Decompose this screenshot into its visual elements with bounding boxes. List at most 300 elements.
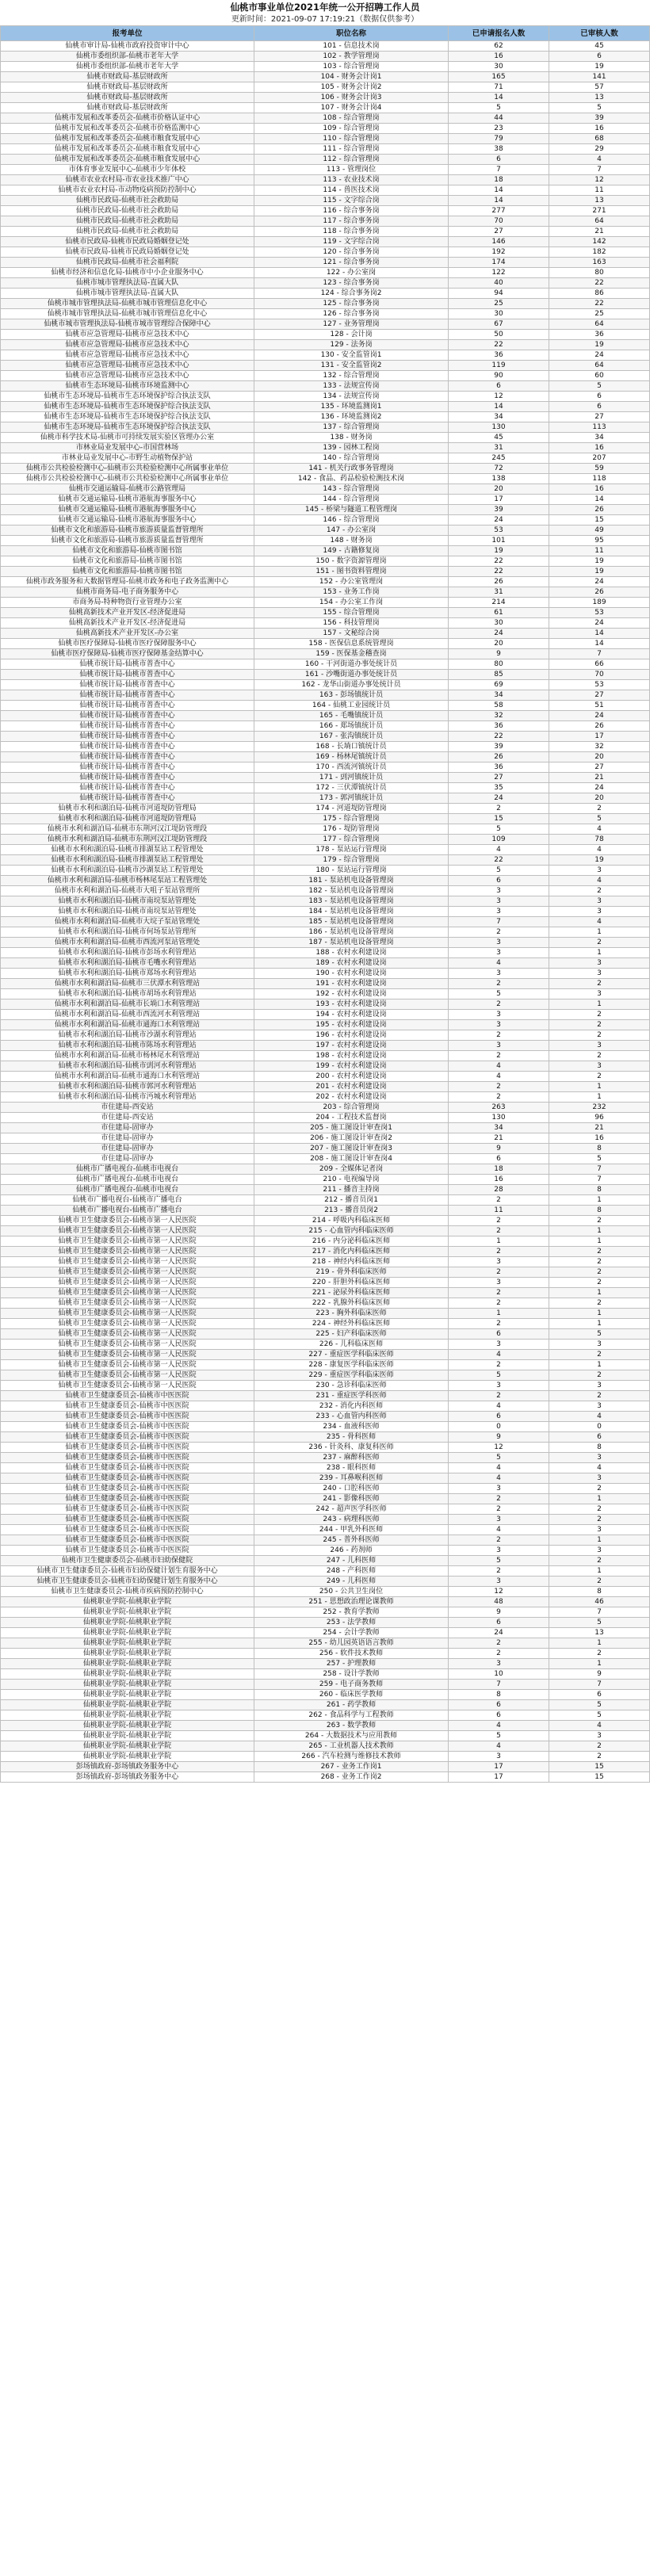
cell-applied: 4 (449, 1072, 549, 1082)
cell-applied: 3 (449, 1010, 549, 1020)
cell-applied: 2 (449, 1247, 549, 1257)
cell-position: 167 - 张沟镇统计员 (254, 732, 449, 742)
cell-unit: 仙桃市文化和旅游局-仙桃市旅游质量监督管理所 (1, 536, 254, 546)
cell-position: 191 - 农村水利建设岗 (254, 979, 449, 989)
cell-applied: 2 (449, 1535, 549, 1546)
cell-unit: 仙桃市统计局-仙桃市普查中心 (1, 670, 254, 680)
cell-unit: 仙桃市委组织部-仙桃市老年大学 (1, 52, 254, 62)
cell-unit: 仙桃市卫生健康委员会-仙桃市第一人民医院 (1, 1309, 254, 1319)
cell-unit: 仙桃市广播电视台-仙桃市广播电台 (1, 1195, 254, 1206)
table-row (1, 1577, 650, 1587)
cell-position: 261 - 药学教师 (254, 1700, 449, 1710)
cell-applied: 70 (449, 216, 549, 227)
cell-position: 137 - 综合管理岗 (254, 422, 449, 433)
cell-position: 127 - 业务管理岗 (254, 319, 449, 330)
cell-unit: 仙桃市城市管理执法局-直属大队 (1, 289, 254, 299)
cell-reviewed: 3 (549, 1041, 650, 1051)
cell-reviewed: 2 (549, 1051, 650, 1061)
cell-applied: 26 (449, 752, 549, 762)
cell-reviewed: 15 (549, 1772, 650, 1783)
cell-position: 210 - 电视编导岗 (254, 1175, 449, 1185)
cell-reviewed: 96 (549, 1113, 650, 1123)
cell-position: 173 - 郭河镇统计员 (254, 793, 449, 804)
cell-unit: 仙桃市统计局-仙桃市普查中心 (1, 742, 254, 752)
cell-reviewed: 15 (549, 515, 650, 526)
table-row (1, 1638, 650, 1649)
cell-position: 151 - 图书资料管理岗 (254, 567, 449, 577)
cell-reviewed: 5 (549, 1154, 650, 1164)
cell-reviewed: 21 (549, 773, 650, 783)
cell-unit: 仙桃市水利和湖泊局-仙桃市毛嘴水利管理站 (1, 958, 254, 969)
table-row (1, 113, 650, 124)
cell-applied: 2 (449, 1298, 549, 1309)
table-row (1, 536, 650, 546)
cell-applied: 6 (449, 1710, 549, 1721)
table-row (1, 793, 650, 804)
cell-reviewed: 232 (549, 1103, 650, 1113)
cell-position: 198 - 农村水利建设岗 (254, 1051, 449, 1061)
cell-position: 243 - 病理科医师 (254, 1515, 449, 1525)
cell-reviewed: 1 (549, 1535, 650, 1546)
cell-unit: 仙桃市商务局-电子商务服务中心 (1, 587, 254, 598)
table-row (1, 495, 650, 505)
cell-reviewed: 64 (549, 216, 650, 227)
cell-reviewed: 1 (549, 1659, 650, 1669)
cell-unit: 仙桃市卫生健康委员会-仙桃市中医医院 (1, 1535, 254, 1546)
cell-reviewed: 1 (549, 927, 650, 938)
cell-unit: 仙桃市水利和湖泊局-仙桃市西流河水利管理站 (1, 1010, 254, 1020)
cell-reviewed: 2 (549, 1072, 650, 1082)
cell-reviewed: 24 (549, 350, 650, 361)
cell-unit: 仙桃市卫生健康委员会-仙桃市第一人民医院 (1, 1298, 254, 1309)
table-row (1, 835, 650, 845)
cell-applied: 1 (449, 1309, 549, 1319)
cell-applied: 4 (449, 1401, 549, 1412)
cell-applied: 3 (449, 938, 549, 948)
cell-reviewed: 2 (549, 938, 650, 948)
cell-position: 120 - 综合事务岗 (254, 247, 449, 258)
cell-applied: 0 (449, 1422, 549, 1432)
cell-applied: 12 (449, 1443, 549, 1453)
cell-unit: 仙桃市城市管理执法局-直属大队 (1, 278, 254, 289)
cell-applied: 2 (449, 1092, 549, 1103)
table-row (1, 464, 650, 474)
cell-reviewed: 53 (549, 680, 650, 690)
cell-reviewed: 1 (549, 1288, 650, 1298)
cell-position: 134 - 法规宣传岗 (254, 392, 449, 402)
table-row (1, 41, 650, 52)
cell-unit: 仙桃市卫生健康委员会-仙桃市第一人民医院 (1, 1288, 254, 1298)
cell-reviewed: 60 (549, 371, 650, 381)
cell-position: 102 - 教学管理岗 (254, 52, 449, 62)
cell-unit: 仙桃市文化和旅游局-仙桃市图书馆 (1, 556, 254, 567)
cell-unit: 仙桃市水利和湖泊局-仙桃市沙湖泵站工程管理处 (1, 866, 254, 876)
cell-applied: 2 (449, 1267, 549, 1278)
table-row (1, 237, 650, 247)
cell-applied: 2 (449, 1638, 549, 1649)
cell-unit: 仙桃市卫生健康委员会-仙桃市中医医院 (1, 1463, 254, 1473)
cell-unit: 仙桃市民政局-仙桃市民政局婚姻登记处 (1, 247, 254, 258)
cell-unit: 仙桃市统计局-仙桃市普查中心 (1, 659, 254, 670)
cell-reviewed: 6 (549, 1432, 650, 1443)
cell-reviewed: 25 (549, 309, 650, 319)
cell-applied: 34 (449, 1123, 549, 1133)
cell-position: 259 - 电子商务教师 (254, 1680, 449, 1690)
cell-applied: 2 (449, 1360, 549, 1370)
table-row (1, 1669, 650, 1680)
cell-position: 201 - 农村水利建设岗 (254, 1082, 449, 1092)
cell-unit: 仙桃市统计局-仙桃市普查中心 (1, 752, 254, 762)
cell-position: 228 - 康复医学科临床医师 (254, 1360, 449, 1370)
cell-unit: 仙桃市生态环境局-仙桃市环境监测中心 (1, 381, 254, 392)
cell-unit: 仙桃市卫生健康委员会-仙桃市中医医院 (1, 1473, 254, 1484)
cell-position: 133 - 法规宣传岗 (254, 381, 449, 392)
cell-unit: 仙桃市交通运输局-仙桃市港航海事服务中心 (1, 505, 254, 515)
table-row (1, 1649, 650, 1659)
cell-applied: 4 (449, 1350, 549, 1360)
cell-position: 182 - 泵站机电设备管理岗 (254, 886, 449, 896)
cell-reviewed: 19 (549, 567, 650, 577)
cell-applied: 3 (449, 1752, 549, 1762)
cell-position: 219 - 骨外科临床医师 (254, 1267, 449, 1278)
table-row (1, 1463, 650, 1473)
cell-position: 142 - 食品、药品检验检测技术岗 (254, 474, 449, 484)
cell-position: 226 - 儿科临床医师 (254, 1340, 449, 1350)
cell-unit: 仙桃市统计局-仙桃市普查中心 (1, 721, 254, 732)
cell-unit: 仙桃市卫生健康委员会-仙桃市第一人民医院 (1, 1278, 254, 1288)
cell-position: 116 - 综合事务岗 (254, 206, 449, 216)
cell-applied: 58 (449, 701, 549, 711)
cell-applied: 30 (449, 618, 549, 629)
cell-applied: 2 (449, 927, 549, 938)
table-row (1, 1195, 650, 1206)
cell-applied: 2 (449, 1391, 549, 1401)
cell-reviewed: 8 (549, 1185, 650, 1195)
cell-unit: 仙桃市水利和湖泊局-仙桃市郭河水利管理站 (1, 1082, 254, 1092)
cell-unit: 仙桃职业学院-仙桃职业学院 (1, 1597, 254, 1607)
cell-applied: 24 (449, 515, 549, 526)
column-header-reviewed: 已审核人数 (549, 26, 650, 41)
cell-unit: 仙桃市水利和湖泊局-仙桃市大垸子泵站管理处 (1, 917, 254, 927)
table-row (1, 453, 650, 464)
cell-applied: 17 (449, 1772, 549, 1783)
cell-reviewed: 4 (549, 1412, 650, 1422)
cell-unit: 仙桃市统计局-仙桃市普查中心 (1, 762, 254, 773)
cell-unit: 仙桃市医疗保障局-仙桃市医疗保障服务中心 (1, 639, 254, 649)
cell-position: 147 - 办公室岗 (254, 526, 449, 536)
cell-position: 266 - 汽车检测与维修技术教师 (254, 1752, 449, 1762)
cell-position: 212 - 播音员岗1 (254, 1195, 449, 1206)
cell-reviewed: 22 (549, 278, 650, 289)
cell-reviewed: 26 (549, 505, 650, 515)
cell-applied: 12 (449, 1587, 549, 1597)
cell-position: 175 - 综合管理岗 (254, 814, 449, 824)
table-row (1, 927, 650, 938)
cell-position: 109 - 综合管理岗 (254, 124, 449, 134)
table-row (1, 412, 650, 422)
cell-unit: 仙桃市发展和改革委员会-仙桃市粮食发展中心 (1, 134, 254, 144)
cell-position: 132 - 综合管理岗 (254, 371, 449, 381)
cell-position: 184 - 泵站机电设备管理岗 (254, 907, 449, 917)
cell-reviewed: 3 (549, 1525, 650, 1535)
cell-unit: 仙桃市财政局-基层财政所 (1, 72, 254, 82)
cell-applied: 3 (449, 896, 549, 907)
cell-applied: 3 (449, 1381, 549, 1391)
cell-applied: 165 (449, 72, 549, 82)
cell-unit: 仙桃市应急管理局-仙桃市应急技术中心 (1, 371, 254, 381)
cell-reviewed: 3 (549, 969, 650, 979)
cell-position: 265 - 工业机器人技术教师 (254, 1741, 449, 1752)
cell-unit: 仙桃职业学院-仙桃职业学院 (1, 1710, 254, 1721)
table-row (1, 639, 650, 649)
cell-position: 188 - 农村水利建设岗 (254, 948, 449, 958)
table-row (1, 1288, 650, 1298)
cell-unit: 仙桃职业学院-仙桃职业学院 (1, 1752, 254, 1762)
cell-unit: 仙桃市卫生健康委员会-仙桃市妇幼保健计划生育服务中心 (1, 1577, 254, 1587)
table-row (1, 886, 650, 896)
cell-applied: 48 (449, 1597, 549, 1607)
table-row (1, 319, 650, 330)
cell-position: 221 - 泌尿外科临床医师 (254, 1288, 449, 1298)
cell-reviewed: 3 (549, 1473, 650, 1484)
cell-unit: 仙桃市民政局-仙桃市社会救助局 (1, 227, 254, 237)
cell-position: 202 - 农村水利建设岗 (254, 1092, 449, 1103)
cell-position: 113 - 管理岗位 (254, 165, 449, 175)
cell-reviewed: 2 (549, 1484, 650, 1494)
cell-position: 205 - 施工图设计审查岗1 (254, 1123, 449, 1133)
cell-applied: 3 (449, 1577, 549, 1587)
cell-applied: 6 (449, 1412, 549, 1422)
cell-applied: 72 (449, 464, 549, 474)
table-row (1, 175, 650, 185)
cell-unit: 仙桃市卫生健康委员会-仙桃市第一人民医院 (1, 1319, 254, 1329)
cell-position: 256 - 软件技术教师 (254, 1649, 449, 1659)
table-row (1, 124, 650, 134)
table-row (1, 340, 650, 350)
cell-applied: 245 (449, 453, 549, 464)
cell-reviewed: 3 (549, 1401, 650, 1412)
cell-reviewed: 1 (549, 1082, 650, 1092)
cell-reviewed: 6 (549, 1690, 650, 1700)
cell-reviewed: 2 (549, 1391, 650, 1401)
cell-unit: 仙桃市审计局-仙桃市政府投资审计中心 (1, 41, 254, 52)
cell-unit: 市住建局-固审办 (1, 1144, 254, 1154)
cell-position: 189 - 农村水利建设岗 (254, 958, 449, 969)
table-row (1, 1010, 650, 1020)
cell-reviewed: 1 (549, 1360, 650, 1370)
cell-unit: 仙桃市城市管理执法局-仙桃市城市管理信息化中心 (1, 309, 254, 319)
cell-reviewed: 182 (549, 247, 650, 258)
table-row (1, 1453, 650, 1463)
cell-reviewed: 2 (549, 1504, 650, 1515)
cell-reviewed: 1 (549, 1638, 650, 1649)
table-row (1, 1607, 650, 1618)
cell-reviewed: 14 (549, 495, 650, 505)
table-row (1, 505, 650, 515)
table-row (1, 1350, 650, 1360)
cell-applied: 38 (449, 144, 549, 155)
cell-reviewed: 39 (549, 113, 650, 124)
cell-reviewed: 5 (549, 1710, 650, 1721)
cell-reviewed: 7 (549, 1175, 650, 1185)
cell-applied: 5 (449, 824, 549, 835)
cell-applied: 26 (449, 577, 549, 587)
table-row (1, 546, 650, 556)
cell-reviewed: 11 (549, 546, 650, 556)
cell-unit: 仙桃市卫生健康委员会-仙桃市中医医院 (1, 1484, 254, 1494)
table-row (1, 1535, 650, 1546)
cell-reviewed: 3 (549, 1340, 650, 1350)
cell-reviewed: 16 (549, 443, 650, 453)
cell-reviewed: 2 (549, 1020, 650, 1030)
table-row (1, 783, 650, 793)
table-row (1, 866, 650, 876)
cell-unit: 仙桃市卫生健康委员会-仙桃市中医医院 (1, 1422, 254, 1432)
cell-position: 208 - 施工图设计审查岗4 (254, 1154, 449, 1164)
cell-position: 204 - 工程技术监督岗 (254, 1113, 449, 1123)
cell-reviewed: 2 (549, 1216, 650, 1226)
cell-position: 211 - 播音主持岗 (254, 1185, 449, 1195)
cell-unit: 仙桃市水利和湖泊局-仙桃市大咀子泵站管理所 (1, 886, 254, 896)
cell-reviewed: 5 (549, 814, 650, 824)
cell-position: 166 - 郑场镇统计员 (254, 721, 449, 732)
cell-position: 203 - 综合管理岗 (254, 1103, 449, 1113)
cell-unit: 仙桃市卫生健康委员会-仙桃市中医医院 (1, 1401, 254, 1412)
cell-reviewed: 1 (549, 948, 650, 958)
table-row (1, 1113, 650, 1123)
cell-reviewed: 5 (549, 103, 650, 113)
cell-unit: 仙桃市民政局-仙桃市民政局婚姻登记处 (1, 237, 254, 247)
cell-position: 263 - 数学教师 (254, 1721, 449, 1731)
cell-position: 125 - 综合事务岗 (254, 299, 449, 309)
table-row (1, 711, 650, 721)
cell-reviewed: 13 (549, 196, 650, 206)
cell-applied: 67 (449, 319, 549, 330)
cell-position: 235 - 骨科医师 (254, 1432, 449, 1443)
cell-unit: 仙桃市卫生健康委员会-仙桃市第一人民医院 (1, 1329, 254, 1340)
cell-position: 193 - 农村水利建设岗 (254, 999, 449, 1010)
table-row (1, 969, 650, 979)
table-row (1, 989, 650, 999)
cell-applied: 122 (449, 268, 549, 278)
table-row (1, 814, 650, 824)
cell-reviewed: 29 (549, 144, 650, 155)
cell-position: 154 - 办公室工作岗 (254, 598, 449, 608)
cell-position: 215 - 心血管内科临床医师 (254, 1226, 449, 1236)
cell-unit: 仙桃市卫生健康委员会-仙桃市中医医院 (1, 1432, 254, 1443)
table-row (1, 1680, 650, 1690)
cell-reviewed: 4 (549, 824, 650, 835)
cell-reviewed: 7 (549, 1164, 650, 1175)
cell-reviewed: 4 (549, 917, 650, 927)
cell-applied: 3 (449, 1546, 549, 1556)
table-row (1, 567, 650, 577)
cell-unit: 仙桃市卫生健康委员会-仙桃市中医医院 (1, 1443, 254, 1453)
cell-reviewed: 13 (549, 1628, 650, 1638)
table-row (1, 1041, 650, 1051)
cell-unit: 仙桃市财政局-基层财政所 (1, 103, 254, 113)
cell-unit: 仙桃市公共检验检测中心-仙桃市公共检验检测中心所属事业单位 (1, 464, 254, 474)
table-row (1, 1298, 650, 1309)
table-row (1, 247, 650, 258)
cell-applied: 40 (449, 278, 549, 289)
table-row (1, 1473, 650, 1484)
cell-reviewed: 163 (549, 258, 650, 268)
cell-unit: 仙桃市卫生健康委员会-仙桃市第一人民医院 (1, 1381, 254, 1391)
cell-unit: 市体育事业发展中心-仙桃市少年体校 (1, 165, 254, 175)
cell-applied: 85 (449, 670, 549, 680)
cell-applied: 2 (449, 1319, 549, 1329)
cell-position: 114 - 兽医技术岗 (254, 185, 449, 196)
cell-unit: 仙桃市交通运输局-仙桃市公路管理局 (1, 484, 254, 495)
cell-applied: 20 (449, 639, 549, 649)
table-row (1, 1628, 650, 1638)
cell-applied: 4 (449, 958, 549, 969)
cell-position: 222 - 乳腺外科临床医师 (254, 1298, 449, 1309)
table-row (1, 979, 650, 989)
cell-unit: 仙桃市卫生健康委员会-仙桃市第一人民医院 (1, 1340, 254, 1350)
cell-reviewed: 21 (549, 227, 650, 237)
cell-reviewed: 20 (549, 752, 650, 762)
cell-reviewed: 24 (549, 577, 650, 587)
table-row (1, 1731, 650, 1741)
table-row (1, 999, 650, 1010)
cell-unit: 彭场镇政府-彭场镇政务服务中心 (1, 1762, 254, 1772)
cell-reviewed: 2 (549, 1010, 650, 1020)
cell-reviewed: 3 (549, 1061, 650, 1072)
cell-position: 107 - 财务会计岗4 (254, 103, 449, 113)
cell-position: 249 - 儿科医师 (254, 1577, 449, 1587)
cell-position: 225 - 妇产科临床医师 (254, 1329, 449, 1340)
cell-unit: 仙桃职业学院-仙桃职业学院 (1, 1628, 254, 1638)
cell-position: 246 - 药剂师 (254, 1546, 449, 1556)
cell-unit: 仙桃职业学院-仙桃职业学院 (1, 1659, 254, 1669)
cell-applied: 2 (449, 1504, 549, 1515)
cell-position: 152 - 办公室管理岗 (254, 577, 449, 587)
cell-position: 260 - 临床医学教师 (254, 1690, 449, 1700)
cell-applied: 3 (449, 886, 549, 896)
cell-unit: 仙桃市水利和湖泊局-仙桃市河道堤防管理局 (1, 804, 254, 814)
cell-unit: 仙桃职业学院-仙桃职业学院 (1, 1731, 254, 1741)
cell-reviewed: 1 (549, 1309, 650, 1319)
table-row (1, 165, 650, 175)
cell-position: 169 - 杨林尾镇统计员 (254, 752, 449, 762)
cell-position: 220 - 肝胆外科临床医师 (254, 1278, 449, 1288)
cell-reviewed: 4 (549, 845, 650, 855)
cell-position: 153 - 业务工作岗 (254, 587, 449, 598)
cell-unit: 市商务局-特种物资行业管理办公室 (1, 598, 254, 608)
cell-applied: 2 (449, 1030, 549, 1041)
table-row (1, 443, 650, 453)
cell-position: 207 - 施工图设计审查岗3 (254, 1144, 449, 1154)
cell-applied: 6 (449, 1329, 549, 1340)
table-row (1, 1236, 650, 1247)
cell-applied: 5 (449, 103, 549, 113)
cell-applied: 30 (449, 62, 549, 72)
cell-reviewed: 78 (549, 835, 650, 845)
cell-applied: 14 (449, 402, 549, 412)
cell-applied: 2 (449, 1216, 549, 1226)
cell-applied: 11 (449, 1206, 549, 1216)
cell-applied: 3 (449, 1484, 549, 1494)
cell-position: 144 - 综合管理岗 (254, 495, 449, 505)
table-row (1, 1185, 650, 1195)
table-row (1, 1051, 650, 1061)
cell-reviewed: 19 (549, 556, 650, 567)
cell-reviewed: 2 (549, 1267, 650, 1278)
cell-position: 161 - 沙嘴街道办事处统计员 (254, 670, 449, 680)
table-row (1, 649, 650, 659)
